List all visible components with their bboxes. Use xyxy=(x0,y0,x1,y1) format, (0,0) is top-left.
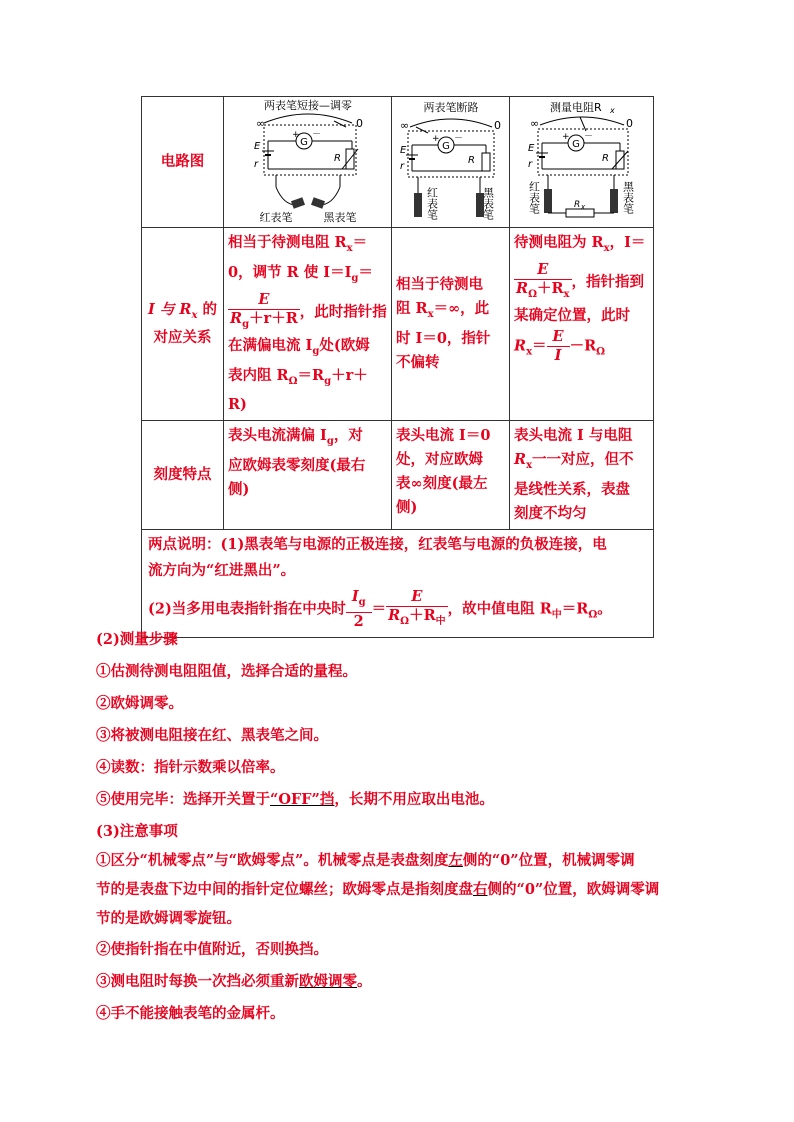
short-rel-l5-mid: ＝R xyxy=(297,366,325,384)
short-galvanometer-label: G xyxy=(300,137,308,148)
measure-rel-fraction xyxy=(514,261,572,304)
measure-black-pen: 黑表笔 xyxy=(621,181,635,214)
measure-frac-den-sub2: x xyxy=(563,288,570,300)
note-line3-end2: ＝R xyxy=(561,600,589,618)
steps-heading: (2)测量步骤 xyxy=(96,631,178,648)
short-R-label: R xyxy=(334,153,341,164)
note1-c: 节的是表盘下边中间的指针定位螺丝；欧姆零点是指刻度盘 xyxy=(96,881,473,898)
note-item-3 xyxy=(96,968,736,995)
short-frac-den-sub: g xyxy=(242,318,250,330)
measure-rel-l4-start: R xyxy=(514,337,527,355)
cell-measure-relation xyxy=(510,228,654,421)
note-frac2-num: E xyxy=(386,588,448,607)
short-rel-fraction xyxy=(228,291,300,334)
note-item-2: ②使指针指在中值附近，否则换挡。 xyxy=(96,941,328,958)
short-frac-den-end: ＋r＋R xyxy=(249,309,298,327)
open-scale-l1: 表头电流 I＝0 xyxy=(396,427,491,445)
measure-rel-fraction2 xyxy=(547,328,570,365)
note-fraction2 xyxy=(386,588,448,631)
short-circuit-diagram xyxy=(224,97,392,227)
measure-rel-l3: 某确定位置，此时 xyxy=(514,306,630,324)
short-scale-l1: 表头电流满偏 I xyxy=(228,427,327,445)
short-rel-l6: R) xyxy=(228,396,247,414)
measure-scale-l3: 是线性关系，表盘 xyxy=(514,481,630,499)
short-inf-label: ∞ xyxy=(256,117,266,130)
note-row xyxy=(142,530,654,638)
measure-scale-l4: 刻度不均匀 xyxy=(514,505,587,523)
step-5-end: ，长期不用应取出电池。 xyxy=(334,791,494,808)
open-rel-l2-end: ＝∞，此 xyxy=(433,300,490,318)
open-rel-l2: 阻 R xyxy=(396,300,428,318)
open-plus: + xyxy=(432,134,440,144)
short-rel-l4-sub: g xyxy=(312,345,320,357)
note1-left: 左 xyxy=(448,852,463,869)
measure-caption-sub: x xyxy=(610,106,615,115)
short-rel-l5-end: ＋r＋ xyxy=(331,366,368,384)
note-frac1-den: 2 xyxy=(353,613,364,631)
measure-zero-label: 0 xyxy=(626,117,633,130)
open-black-pen: 黑表笔 xyxy=(481,187,495,220)
short-frac-den: R xyxy=(230,309,243,327)
note-line2: 流方向为“红进黑出”。 xyxy=(148,562,296,580)
open-E-label: E xyxy=(400,145,407,156)
note-line3-end: ，故中值电阻 R xyxy=(447,600,552,618)
note-line3-start: (2)当多用电表指针指在中央时 xyxy=(148,600,346,618)
short-scale-l2: 应欧姆表零刻度(最右 xyxy=(228,457,366,475)
measure-R-label: R xyxy=(602,153,609,164)
open-rel-l2-sub: x xyxy=(427,309,434,321)
note-line3-end3: 。 xyxy=(597,600,612,618)
measure-frac-num: E xyxy=(514,261,572,280)
note-frac1-num: I xyxy=(351,588,359,606)
open-inf-label: ∞ xyxy=(400,119,410,132)
note-line3-end-sub2: Ω xyxy=(588,609,598,621)
open-rel-l1: 相当于待测电 xyxy=(396,276,483,294)
relation-label-sub: x xyxy=(191,310,198,322)
short-rel-l2-sub: g xyxy=(351,272,359,284)
notes-heading: (3)注意事项 xyxy=(96,823,178,840)
note-fraction1 xyxy=(346,588,372,631)
measure-rel-l4-sub: x xyxy=(526,346,533,358)
note-line1: 两点说明：(1)黑表笔与电源的正极连接，红表笔与电源的负极连接，电 xyxy=(148,536,607,554)
short-rel-l3-end: ，此时指针指 xyxy=(299,303,387,321)
step-5-underlined: “OFF”挡 xyxy=(270,791,335,808)
short-E-label: E xyxy=(254,141,261,152)
note1-e: 节的是欧姆调零旋钮。 xyxy=(96,910,241,927)
short-rel-l4-end: 处(欧姆 xyxy=(319,336,370,354)
multimeter-table xyxy=(141,96,654,638)
note-line3-end-sub: 中 xyxy=(551,609,562,621)
short-r-label: r xyxy=(254,159,259,170)
row-label-scale: 刻度特点 xyxy=(142,421,224,530)
row-label-circuit: 电路图 xyxy=(142,97,224,228)
note-frac2-den: R xyxy=(388,607,401,625)
short-scale-l3: 侧) xyxy=(228,481,250,499)
measure-rel-l4-end: －R xyxy=(569,337,597,355)
note-frac2-den-sub2: 中 xyxy=(435,616,446,628)
measure-r-label: r xyxy=(528,159,533,170)
short-rel-l1-end: ＝ xyxy=(352,234,368,251)
open-rel-l4: 不偏转 xyxy=(396,354,440,372)
note-item-4: ④手不能接触表笔的金属杆。 xyxy=(96,1005,285,1022)
short-caption: 两表笔短接—调零 xyxy=(264,99,352,112)
measure-frac2-num: E xyxy=(547,328,570,347)
measure-frac-den-end: ＋R xyxy=(536,279,564,297)
relation-row xyxy=(142,228,654,421)
cell-open-scale xyxy=(392,421,510,530)
measure-frac2-den: I xyxy=(554,346,562,364)
step-5 xyxy=(96,786,736,813)
measure-inf-label: ∞ xyxy=(530,117,540,130)
note1-a: ①区分“机械零点”与“欧姆零点”。机械零点是表盘刻度 xyxy=(96,852,449,869)
open-scale-l3: 表∞刻度(最左 xyxy=(396,475,488,493)
cell-short-relation xyxy=(224,228,392,421)
short-rel-l1-sub: x xyxy=(346,242,353,254)
note1-d: 侧的“0”位置，欧姆调零调 xyxy=(487,881,660,898)
note-frac2-den-end: ＋R xyxy=(409,607,436,625)
short-rel-l4: 在满偏电流 I xyxy=(228,336,313,354)
diagram-open-circuit xyxy=(392,97,510,228)
measure-caption: 测量电阻R xyxy=(550,101,602,114)
note-frac1-num-sub: g xyxy=(358,597,366,609)
measure-frac-den-sub: Ω xyxy=(528,288,537,300)
short-red-pen: 红表笔 xyxy=(259,211,293,224)
cell-measure-scale xyxy=(510,421,654,530)
measure-Rx-label: R xyxy=(574,200,581,210)
cell-short-scale xyxy=(224,421,392,530)
relation-label-c: 对应关系 xyxy=(153,329,212,347)
relation-label-b: 的 xyxy=(197,301,217,319)
note1-b: 侧的“0”位置，机械调零调 xyxy=(462,852,635,869)
measure-galvanometer-label: G xyxy=(572,139,580,150)
open-rel-l3: 时 I＝0，指针 xyxy=(396,330,491,348)
open-r-label: r xyxy=(400,161,405,172)
diagram-short-circuit xyxy=(224,97,392,228)
open-scale-l4: 侧) xyxy=(396,499,418,517)
short-scale-l1-sub: g xyxy=(326,436,334,448)
step-1: ①估测待测电阻阻值，选择合适的量程。 xyxy=(96,663,357,680)
note3-underlined: 欧姆调零 xyxy=(299,973,357,990)
open-circuit-diagram xyxy=(392,97,510,227)
note-frac2-den-sub: Ω xyxy=(400,616,410,628)
relation-label-a: I 与 R xyxy=(148,301,192,319)
open-minus: － xyxy=(454,134,464,144)
note3-end: 。 xyxy=(357,973,372,990)
cell-open-relation xyxy=(392,228,510,421)
short-black-pen: 黑表笔 xyxy=(323,211,357,224)
measure-rel-l1: 待测电阻为 R xyxy=(514,234,604,251)
note-cell xyxy=(142,530,654,638)
measure-rel-l1-sub: x xyxy=(603,242,610,254)
measure-frac-den: R xyxy=(516,279,529,297)
short-rel-l5-sub2: g xyxy=(324,375,332,387)
short-scale-l1-end: ，对 xyxy=(333,427,363,445)
short-plus: + xyxy=(292,130,300,140)
measure-Rx-sub: x xyxy=(581,203,586,211)
measure-minus: － xyxy=(584,132,594,142)
measure-scale-l2-R: R xyxy=(514,451,527,469)
measure-rel-l4-eq: ＝ xyxy=(532,337,547,355)
open-caption: 两表笔断路 xyxy=(423,101,479,114)
note3-start: ③测电阻时每换一次挡必须重新 xyxy=(96,973,299,990)
circuit-row xyxy=(142,97,654,228)
measure-rel-l2-end: ，指针指到 xyxy=(571,273,644,291)
measure-rel-l1-end: ，I＝ xyxy=(609,234,646,251)
short-frac-num: E xyxy=(228,291,300,310)
note1-right: 右 xyxy=(473,881,488,898)
open-scale-l2: 处，对应欧姆 xyxy=(396,451,483,469)
step-3: ③将被测电阻接在红、黑表笔之间。 xyxy=(96,727,328,744)
step-2: ②欧姆调零。 xyxy=(96,695,183,712)
measure-red-pen: 红表笔 xyxy=(527,181,541,214)
short-rel-l5: 表内阻 R xyxy=(228,366,289,384)
measure-scale-l1: 表头电流 I 与电阻 xyxy=(514,427,633,445)
measure-scale-l2: 一一对应，但不 xyxy=(532,451,634,469)
short-rel-l2: 0，调节 R 使 I＝I xyxy=(228,263,352,281)
diagram-measure-resistance xyxy=(510,97,654,228)
short-rel-l5-sub: Ω xyxy=(288,375,298,387)
step-4: ④读数：指针示数乘以倍率。 xyxy=(96,759,285,776)
short-minus: － xyxy=(312,130,322,140)
short-rel-l1: 相当于待测电阻 R xyxy=(228,234,347,251)
open-galvanometer-label: G xyxy=(442,141,450,152)
measure-rel-l4-end-sub: Ω xyxy=(596,346,606,358)
measure-resistance-diagram xyxy=(510,97,654,227)
measure-scale-l2-sub: x xyxy=(526,460,533,472)
open-zero-label: 0 xyxy=(494,119,501,132)
measure-E-label: E xyxy=(528,143,535,154)
scale-row xyxy=(142,421,654,530)
note-eq: ＝ xyxy=(371,600,387,618)
short-zero-label: 0 xyxy=(356,117,363,130)
step-5-start: ⑤使用完毕：选择开关置于 xyxy=(96,791,270,808)
measure-plus: + xyxy=(562,132,570,142)
short-rel-l2-end: ＝ xyxy=(358,263,373,281)
open-red-pen: 红表笔 xyxy=(425,187,439,220)
row-label-relation xyxy=(142,228,224,421)
open-R-label: R xyxy=(468,155,475,166)
note-item-1 xyxy=(96,846,736,933)
